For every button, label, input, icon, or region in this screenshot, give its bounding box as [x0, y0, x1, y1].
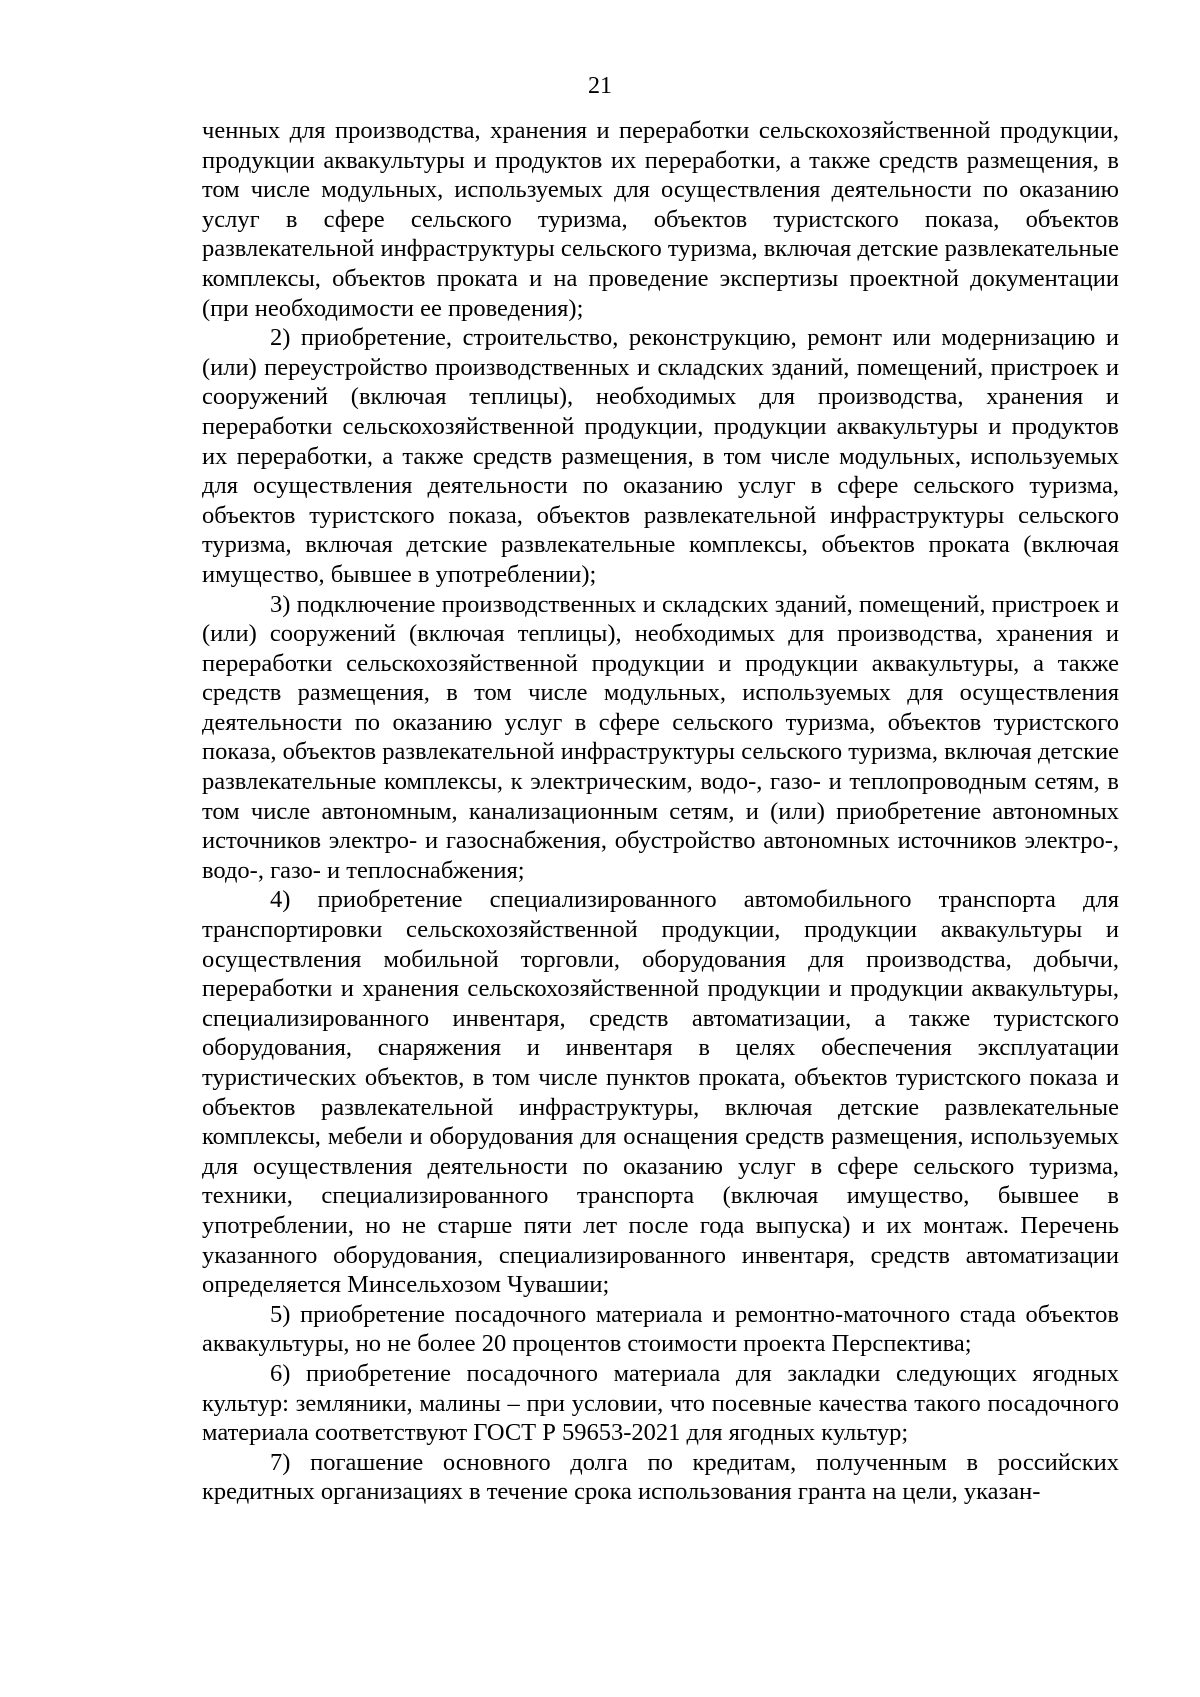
- paragraph-item-5: 5) приобретение посадочного материала и ремонтно-маточного стада объектов аквакультуры, но не более 20 процентов стоимости проекта Перспектива;: [202, 1300, 1119, 1358]
- page-number: 21: [588, 73, 612, 99]
- paragraph-item-7: 7) погашение основного долга по кредитам, полученным в российских кредитных организациях в течение срока использования гранта на цели, указан-: [202, 1448, 1119, 1506]
- paragraph-item-4: 4) приобретение специализированного автомобильного транспорта для транспортировки сельскохозяйственной продукции, продукции аквакультуры и осуществления мобильной торговли, оборудования для производства, добычи, переработки и хранения сельскохозяйственной продукции и продукции аквакультуры, специализированного инвентаря, средств автоматизации, а также туристского оборудования, снаряжения и инвентаря в целях обеспечения эксплуатации туристических объектов, в том числе пунктов проката, объектов туристского показа и объектов развлекательной инфраструктуры, включая детские развлекательные комплексы, мебели и оборудования для оснащения средств размещения, используемых для осуществления деятельности по оказанию услуг в сфере сельского туризма, техники, специализированного транспорта (включая имущество, бывшее в употреблении, но не старше пяти лет после года выпуска) и их монтаж. Перечень указанного оборудования, специализированного инвентаря, средств автоматизации определяется Минсельхозом Чувашии;: [202, 886, 1119, 1299]
- paragraph-item-6: 6) приобретение посадочного материала для закладки следующих ягодных культур: земляники, малины – при условии, что посевные качества такого посадочного материала соответствуют ГОСТ Р 59653-2021 для ягодных культур;: [202, 1359, 1119, 1447]
- document-body: [202, 116, 1119, 1507]
- paragraph-item-2: 2) приобретение, строительство, реконструкцию, ремонт или модернизацию и (или) переустройство производственных и складских зданий, помещений, пристроек и сооружений (включая теплицы), необходимых для производства, хранения и переработки сельскохозяйственной продукции, продукции аквакультуры и продуктов их переработки, а также средств размещения, в том числе модульных, используемых для осуществления деятельности по оказанию услуг в сфере сельского туризма, объектов туристского показа, объектов развлекательной инфраструктуры сельского туризма, включая детские развлекательные комплексы, объектов проката (включая имущество, бывшее в употреблении);: [202, 324, 1119, 588]
- paragraph-continuation: ченных для производства, хранения и переработки сельскохозяйственной продукции, продукции аквакультуры и продуктов их переработки, а также средств размещения, в том числе модульных, используемых для осуществления деятельности по оказанию услуг в сфере сельского туризма, объектов туристского показа, объектов развлекательной инфраструктуры сельского туризма, включая детские развлекательные комплексы, объектов проката и на проведение экспертизы проектной документации (при необходимости ее проведения);: [202, 117, 1119, 322]
- paragraph-item-3: 3) подключение производственных и складских зданий, помещений, пристроек и (или) сооружений (включая теплицы), необходимых для производства, хранения и переработки сельскохозяйственной продукции и продукции аквакультуры, а также средств размещения, в том числе модульных, используемых для осуществления деятельности по оказанию услуг в сфере сельского туризма, объектов туристского показа, объектов развлекательной инфраструктуры сельского туризма, включая детские развлекательные комплексы, к электрическим, водо-, газо- и теплопроводным сетям, в том числе автономным, канализационным сетям, и (или) приобретение автономных источников электро- и газоснабжения, обустройство автономных источников электро-, водо-, газо- и теплоснабжения;: [202, 590, 1119, 884]
